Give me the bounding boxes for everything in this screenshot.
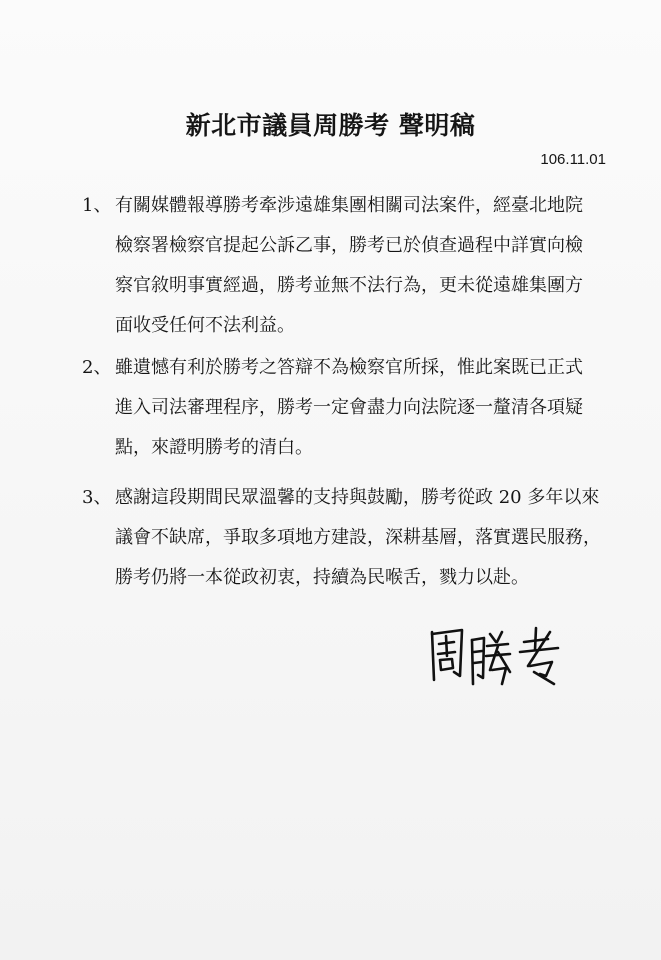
statement-item xyxy=(82,186,602,346)
document-title: 新北市議員周勝考 聲明稿 xyxy=(185,111,476,140)
item-number: 2、 xyxy=(82,357,112,378)
item-line: 進入司法審理程序，勝考一定會盡力向法院逐一釐清各項疑 xyxy=(115,397,583,418)
statement-item xyxy=(82,348,602,468)
item-line: 面收受任何不法利益。 xyxy=(115,315,295,336)
item-line: 檢察署檢察官提起公訴乙事，勝考已於偵查過程中詳實向檢 xyxy=(115,235,583,256)
item-line: 雖遺憾有利於勝考之答辯不為檢察官所採，惟此案既已正式 xyxy=(115,357,583,378)
document-date: 106.11.01 xyxy=(540,151,606,168)
item-line: 勝考仍將一本從政初衷，持續為民喉舌，戮力以赴。 xyxy=(115,567,529,588)
item-number: 1、 xyxy=(82,195,112,216)
item-line: 感謝這段期間民眾溫馨的支持與鼓勵，勝考從政 20 多年以來 xyxy=(115,487,600,508)
item-line: 察官敘明事實經過，勝考並無不法行為，更未從遠雄集團方 xyxy=(115,275,583,296)
item-line: 議會不缺席，爭取多項地方建設，深耕基層，落實選民服務， xyxy=(115,527,601,548)
item-line: 有關媒體報導勝考牽涉遠雄集團相關司法案件，經臺北地院 xyxy=(115,195,583,216)
item-line: 點，來證明勝考的清白。 xyxy=(115,437,313,458)
handwritten-signature xyxy=(420,618,570,698)
statement-item xyxy=(82,478,602,598)
item-number: 3、 xyxy=(82,487,112,508)
